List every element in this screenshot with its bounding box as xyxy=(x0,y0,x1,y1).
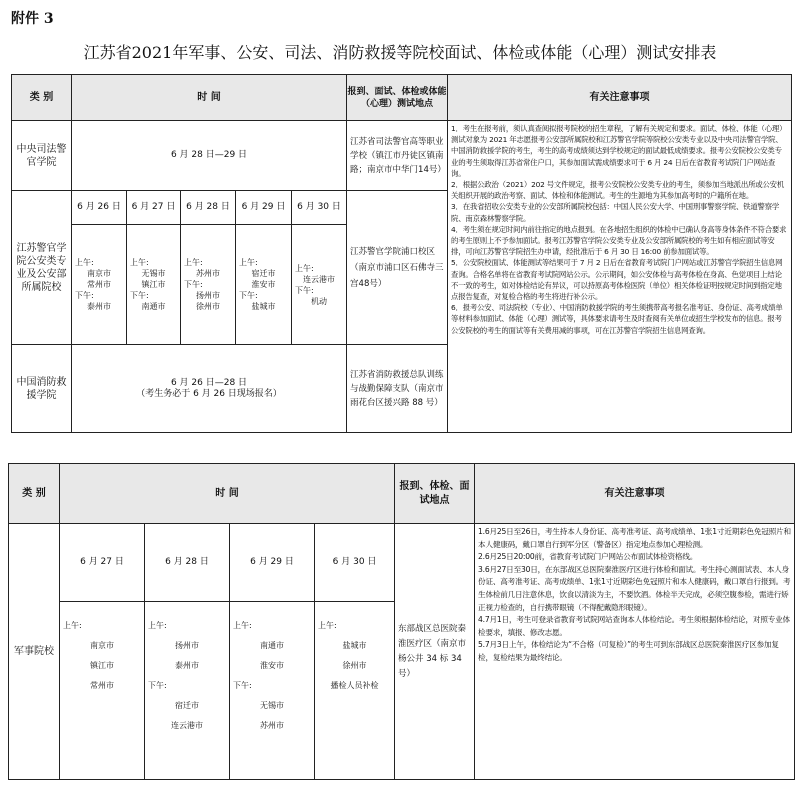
day-cell: 6 月 29 日 xyxy=(236,191,292,225)
note-item: 4．考生须在规定时间内前往指定的地点报到。在各地招生组织的体检中已确认身高等身体条件不符合要求的考生原则上不予参加面试。报考江苏警官学院公安类专业及公安部所属院校的考生如有相应面试等安排，可向江苏警官学院招生办申请，经批准后于 6 月 30 日 16:00 前参加面试等。 xyxy=(451,224,787,257)
schedule-cell: 上午: 连云港市 下午: 机动 xyxy=(292,225,347,345)
category-police: 江苏警官学院公安类专业及公安部所属院校 xyxy=(12,191,72,345)
notes-table1 xyxy=(448,121,792,433)
schedule-cell: 上午: 宿迁市 淮安市 下午: 盐城市 xyxy=(236,225,292,345)
place-military: 东部战区总医院秦淮医疗区（南京市杨公井 34 标 34 号） xyxy=(395,524,475,780)
note-item: 2．根据公政治（2021）202 号文件规定，报考公安院校公安类专业的考生，须参加当地派出所或公安机关组织开展的政治考察、面试、体检和体能测试。考生的生源地为其参加高考时的户籍所在地。 xyxy=(451,180,785,201)
header-place: 报到、体检、面试地点 xyxy=(395,464,475,524)
attachment-label: 附件 3 xyxy=(11,11,54,27)
category-military: 军事院校 xyxy=(9,524,60,780)
time-judicial: 6 月 28 日—29 日 xyxy=(72,121,347,191)
header-time: 时 间 xyxy=(60,464,395,524)
note-item: 1.6月25日至26日，考生持本人身份证、高考准考证、高考成绩单、1张1寸近期彩色免冠照片和本人健康码，戴口罩自行到军分区（警备区）指定地点参加心理检测。 xyxy=(478,527,791,549)
header-category: 类 别 xyxy=(9,464,60,524)
note-item: 1．考生在报考前，须认真查阅拟报考院校的招生章程，了解有关规定和要求。面试、体检、体能（心理）测试对象为 2021 年志愿报考公安部所属院校和江苏警官学院等院校公安类专业以及中央司法警官学院、中国消防救援学院的考生，考生的高考成绩须达到学校规定的面试最低成绩要求。报考公安院校公安类专业的考生须取得江苏省常住户口，其参加面试需成绩要求可于 6 月 24 日后在省教育考试院门户网站查询。 xyxy=(451,124,787,178)
header-notes: 有关注意事项 xyxy=(475,464,795,524)
day-cell: 6 月 28 日 xyxy=(145,524,230,602)
header-time: 时 间 xyxy=(72,75,347,121)
time-fire: 6 月 26 日—28 日 （考生务必于 6 月 26 日现场报名） xyxy=(72,345,347,433)
note-item: 2.6月25日20:00前，省教育考试院门户网站公布面试体检资格线。 xyxy=(478,552,698,562)
schedule-cell: 上午: 南京市 常州市 下午: 泰州市 xyxy=(72,225,127,345)
note-item: 4.7月1日，考生可登录省教育考试院网站查询本人体检结论。考生须根据体检结论，对照专业体检要求，填报、修改志愿。 xyxy=(478,615,790,637)
notes-table2 xyxy=(475,524,795,780)
page-title: 江苏省2021年军事、公安、司法、消防救援等院校面试、体检或体能（心理）测试安排表 xyxy=(83,43,717,62)
day-cell: 6 月 27 日 xyxy=(60,524,145,602)
day-cell: 6 月 30 日 xyxy=(292,191,347,225)
schedule-cell: 上午: 苏州市 下午: 扬州市 徐州市 xyxy=(181,225,236,345)
header-place: 报到、面试、体检或体能（心理）测试地点 xyxy=(347,75,448,121)
note-item: 6．报考公安、司法院校（专业）、中国消防救援学院的考生须携带高考报名准考证、身份证、高考成绩单等材料参加面试、体能（心理）测试等，具体要求请考生及时查阅有关单位或招生学校发布的信息。报考公安院校的考生的面试等有关费用减的事项，可在江苏警官学院招生信息网查询。 xyxy=(451,303,783,335)
note-item: 3．在我省招收公安类专业的公安部所属院校包括：中国人民公安大学、中国刑事警察学院、铁道警察学院、南京森林警察学院。 xyxy=(451,202,780,223)
schedule-cell: 上午: 南京市 镇江市 常州市 xyxy=(60,602,145,780)
schedule-cell: 上午: 南通市 淮安市 下午: 无锡市 苏州市 xyxy=(230,602,315,780)
place-police: 江苏警官学院浦口校区（南京市浦口区石佛寺三宫48号） xyxy=(347,191,448,345)
day-cell: 6 月 30 日 xyxy=(315,524,395,602)
day-cell: 6 月 26 日 xyxy=(72,191,127,225)
place-judicial: 江苏省司法警官高等职业学校（镇江市丹徒区镇南路；南京市中华门14号） xyxy=(347,121,448,191)
day-cell: 6 月 29 日 xyxy=(230,524,315,602)
category-fire: 中国消防救援学院 xyxy=(12,345,72,433)
note-item: 5.7月3日上午，体检结论为“不合格（可复检）”的考生可到东部战区总医院秦淮医疗区参加复检，复检结果为最终结论。 xyxy=(478,640,779,662)
category-judicial: 中央司法警官学院 xyxy=(12,121,72,191)
schedule-table-1 xyxy=(11,74,792,433)
day-cell: 6 月 28 日 xyxy=(181,191,236,225)
schedule-table-2 xyxy=(8,463,795,780)
note-item: 3.6月27日至30日，在东部战区总医院秦淮医疗区进行体检和面试。考生持心测面试表、本人身份证、高考准考证、高考成绩单、1张1寸近期彩色免冠照片和本人健康码，戴口罩自行报到。考生体检前几日注意休息，饮食以清淡为主，不要饮酒。体检半天完成，必须空腹参检，需进行矫正视力检查的，自行携带眼镜（不得配戴隐形眼镜）。 xyxy=(478,564,791,612)
day-cell: 6 月 27 日 xyxy=(127,191,181,225)
note-item: 5．公安院校面试、体能测试等结果可于 7 月 2 日后在省教育考试院门户网站或江苏警官学院招生信息网查询。合格名单将在省教育考试院网站公示。公示期间，如公安体检与高考体检在身高、色觉项目上结论不一致的考生，如对体检结论有异议，可以持原高考体检医院（单位）相关体检证明按规定时间到指定地点报告复查，对复检合格的考生将进行补公示。 xyxy=(451,258,783,302)
schedule-cell: 上午: 盐城市 徐州市 播检人员补检 xyxy=(315,602,395,780)
header-category: 类 别 xyxy=(12,75,72,121)
schedule-cell: 上午: 扬州市 泰州市 下午: 宿迁市 连云港市 xyxy=(145,602,230,780)
place-fire: 江苏省消防救援总队训练与战勤保障支队（南京市雨花台区援兴路 88 号） xyxy=(347,345,448,433)
schedule-cell: 上午: 无锡市 镇江市 下午: 南通市 xyxy=(127,225,181,345)
header-notes: 有关注意事项 xyxy=(448,75,792,121)
